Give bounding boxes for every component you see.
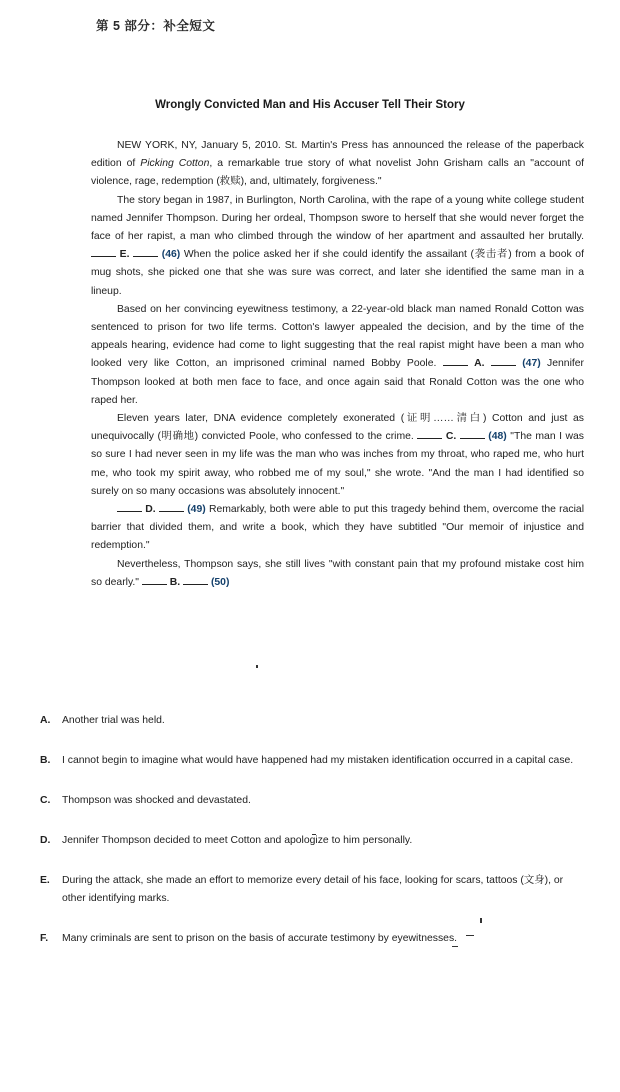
- option-e: [40, 872, 575, 908]
- p3-text-b: Jennifer Thompson looked at both men face to face, and once again said that Ronald Cotton was the one who raped her.: [91, 358, 585, 406]
- paragraph-4: [91, 410, 584, 501]
- question-number-47: (47): [522, 358, 541, 370]
- blank-line: [491, 356, 516, 366]
- scan-speck: [480, 918, 482, 923]
- scan-speck: [466, 935, 474, 936]
- blank-line: [142, 575, 167, 585]
- answer-slot-48: C.: [445, 431, 457, 443]
- scan-speck: [256, 665, 258, 668]
- blank-line: [117, 502, 142, 512]
- question-number-48: (48): [488, 431, 507, 443]
- question-number-46: (46): [161, 249, 181, 261]
- p1-text-a: NEW YORK, NY, January 5, 2010. St. Martin's Press has announced the release of the paperback edition of: [91, 140, 584, 170]
- option-letter: C.: [40, 795, 51, 806]
- option-f: [40, 930, 575, 948]
- option-text: Another trial was held.: [62, 715, 165, 726]
- p2-text-b: When the police asked her if she could identify the assailant (袭击者) from a book of mug shots, she picked one that she was sure was correct, and later she identified the same man in a lineup.: [91, 249, 584, 297]
- option-a: [40, 712, 575, 730]
- p4-text-a: Eleven years later, DNA evidence completely exonerated (证明……清白) Cotton and just as unequivocally (明确地) convicted Poole, who confessed to the crime.: [91, 413, 584, 443]
- paragraph-3: [91, 301, 584, 410]
- answer-slot-50: B.: [169, 576, 181, 588]
- book-title: Picking Cotton: [140, 158, 210, 170]
- p3-text-a: Based on her convincing eyewitness testimony, a 22-year-old black man named Ronald Cotton was sentenced to prison for two life terms. Cotton's lawyer appealed the decision, and by the time of the appeals hearing, evidence had come to light suggesting that the real rapist might have been a man who looked very like Cotton, an imprisoned criminal named Bobby Poole.: [91, 303, 584, 370]
- option-c: [40, 792, 575, 810]
- option-d: [40, 832, 575, 850]
- question-number-49: (49): [187, 504, 206, 516]
- answer-slot-47: A.: [474, 358, 485, 370]
- article-body: [91, 137, 584, 592]
- option-b: [40, 752, 575, 770]
- blank-line: [443, 356, 468, 366]
- options-list: [40, 712, 575, 970]
- p4-text-b: "The man I was so sure I had never seen in my life was the man who was inches from my throat, who raped me, who hurt me, who took my spirit away, who robbed me of my soul," she wrote. "And the man I had identified so surely on so many occasions was absolutely innocent.": [91, 431, 584, 497]
- p5-text-b: Remarkably, both were able to put this tragedy behind them, overcome the racial barrier that divided them, and write a book, which they have subtitled "Our memoir of injustice and redemption.": [91, 504, 585, 552]
- answer-slot-49: D.: [145, 504, 156, 516]
- paragraph-1: [91, 137, 584, 192]
- p6-text-a: Nevertheless, Thompson says, she still lives "with constant pain that my profound mistake cost him so dearly.": [91, 558, 584, 588]
- question-number-50: (50): [210, 576, 230, 588]
- option-letter: D.: [40, 835, 51, 846]
- option-letter: F.: [40, 933, 49, 944]
- option-text: Many criminals are sent to prison on the basis of accurate testimony by eyewitnesses.: [62, 933, 458, 944]
- p2-text-a: The story began in 1987, in Burlington, North Carolina, with the rape of a young white college student named Jennifer Thompson. During her ordeal, Thompson swore to herself that she would never forget the face of her rapist, a man who climbed through the window of her apartment and assaulted her brutally.: [91, 194, 584, 243]
- scan-speck: [452, 946, 458, 947]
- blank-line: [183, 575, 208, 585]
- paragraph-5: [91, 501, 584, 556]
- option-letter: B.: [40, 755, 51, 766]
- p1-text-b: , a remarkable true story of what novelist John Grisham calls an "account of violence, rage, redemption (救赎), and, ultimately, forgiveness.": [91, 158, 584, 188]
- option-text: I cannot begin to imagine what would have happened had my mistaken identification occurred in a capital case.: [62, 755, 574, 766]
- option-letter: A.: [40, 715, 51, 726]
- blank-line: [417, 429, 442, 439]
- blank-line: [91, 247, 116, 257]
- paragraph-6: [91, 556, 584, 592]
- paragraph-2: [91, 192, 584, 301]
- blank-line: [133, 247, 158, 257]
- option-text: Jennifer Thompson decided to meet Cotton and apologize to him personally.: [62, 835, 413, 846]
- option-text: Thompson was shocked and devastated.: [62, 795, 251, 806]
- section-heading: 第 5 部分：补全短文: [96, 19, 216, 33]
- option-text: During the attack, she made an effort to memorize every detail of his face, looking for scars, tattoos (文身), or other identifying marks.: [62, 875, 564, 904]
- blank-line: [159, 502, 184, 512]
- option-letter: E.: [40, 875, 50, 886]
- blank-line: [460, 429, 485, 439]
- answer-slot-46: E.: [119, 249, 130, 261]
- scan-speck: [312, 834, 316, 835]
- article-title: Wrongly Convicted Man and His Accuser Tell Their Story: [155, 99, 465, 111]
